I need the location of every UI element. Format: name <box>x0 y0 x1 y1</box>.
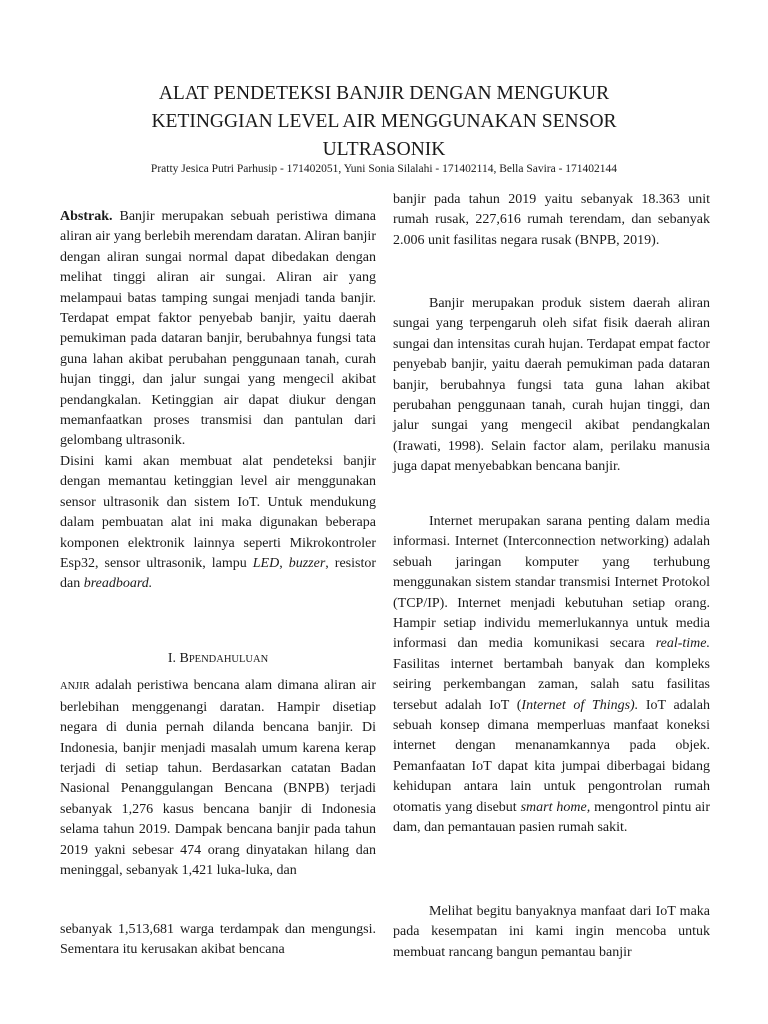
right-column-1 <box>393 190 710 251</box>
drop-cap-word: ANJIR <box>60 681 90 693</box>
body-paragraph: Internet merupakan sarana penting dalam media informasi. Internet (Interconnection networking) adalah sebuah jaringan komputer yang terhubung menggunakan sistem standar transmisi Internet Protokol (TCP/IP). Internet menjadi kebutuhan setiap orang. Hampir setiap individu memerlukannya untuk media informasi dan media komunikasi secara real-time. Fasilitas internet bertambah banyak dan kompleks seiring perkembangan zaman, salah satu fasilitas tersebut adalah IoT (Internet of Things). IoT adalah sebuah konsep dimana memperluas manfaat koneksi internet dengan menanamkannya pada objek. Pemanfaatan IoT dapat kita jumpai diberbagai bidang kehidupan antara lain untuk pengontrolan rumah otomatis yang disebut smart home, mengontrol pintu air dam, dan pemantauan pasien rumah sakit. <box>393 514 711 836</box>
abstract-paragraph-2: Disini kami akan membuat alat pendeteksi banjir dengan memantau ketinggian level air menggunakan sensor ultrasonik dan sistem IoT. Untuk mendukung dalam pembuatan alat ini maka digunakan beberapa komponen elektronik lainnya seperti Mikrokontroler Esp32, sensor ultrasonik, lampu LED, buzzer, resistor dan breadboard. <box>60 453 376 592</box>
left-column-bottom <box>60 920 376 961</box>
right-column-3 <box>393 512 710 839</box>
title-line: KETINGGIAN LEVEL AIR MENGGUNAKAN SENSOR <box>151 111 617 132</box>
body-paragraph: banjir pada tahun 2019 yaitu sebanyak 18.363 unit rumah rusak, 227,616 rumah terendam, dan sebanyak 2.006 unit fasilitas negara rusak (BNPB, 2019). <box>393 192 710 248</box>
intro-paragraph: ANJIR adalah peristiwa bencana alam dimana aliran air berlebihan menggenangi daratan. Hampir disetiap negara di dunia pernah dilanda bencana banjir. Di Indonesia, banjir menjadi masalah umum karena kerap terjadi di setiap tahun. Berdasarkan catatan Badan Nasional Penanggulangan Bencana (BNPB) terjadi sebanyak 1,276 kasus bencana banjir di Indonesia selama tahun 2019. Dampak bencana banjir pada tahun 2019 yakni sebesar 474 orang dinyatakan hilang dan meninggal, sebanyak 1,421 luka-luka, dan <box>60 678 376 879</box>
body-paragraph: Melihat begitu banyaknya manfaat dari IoT maka pada kesempatan ini kami ingin mencoba untuk membuat rancang bangun pemantau banjir <box>393 904 710 960</box>
abstract-text: Banjir merupakan sebuah peristiwa dimana aliran air yang berlebih merendam daratan. Aliran banjir dengan aliran sungai normal dapat dibedakan dengan melihat tinggi aliran air sungai. Aliran air yang melampaui batas tamping sungai menjadi tanda banjir. Terdapat empat faktor penyebab banjir, yaitu daerah pemukiman pada dataran banjir, berubahnya fungsi tata guna lahan akibat perubahan penggunaan tanah, curah hujan tinggi, dan jalur sungai yang mengecil akibat pendangkalan. Ketinggian air dapat diukur dengan memanfaatkan proses transmisi dan pantulan dari gelombang ultrasonik. <box>60 209 376 449</box>
right-column-4 <box>393 902 710 963</box>
author-list: Pratty Jesica Putri Parhusip - 171402051, Yuni Sonia Silalahi - 171402114, Bella Savira - 171402144 <box>150 163 618 175</box>
left-column-top <box>60 207 376 595</box>
body-paragraph: Banjir merupakan produk sistem daerah aliran sungai yang terpengaruh oleh sifat fisik daerah aliran sungai dan intensitas curah hujan. Terdapat empat factor penyebab banjir, yaitu daerah pemukiman pada dataran banjir, berubahnya fungsi tata guna lahan akibat perubahan penggunaan tanah, curah hujan tinggi, dan jalur sungai yang mengecil akibat pendangkalan (Irawati, 1998). Selain factor alam, perilaku manusia juga dapat menyebabkan bencana banjir. <box>393 296 710 475</box>
title-line: ALAT PENDETEKSI BANJIR DENGAN MENGUKUR <box>158 83 610 104</box>
intro-paragraph-continued: sebanyak 1,513,681 warga terdampak dan mengungsi. Sementara itu kerusakan akibat bencana <box>60 922 376 958</box>
section-heading: I. BPENDAHULUAN <box>167 651 269 666</box>
paper-title <box>80 80 688 164</box>
left-column-intro <box>60 649 376 881</box>
abstract-label: Abstrak. <box>60 209 113 224</box>
abstract-paragraph <box>60 207 376 452</box>
title-line: ULTRASONIK <box>322 139 446 160</box>
right-column-2 <box>393 294 710 478</box>
